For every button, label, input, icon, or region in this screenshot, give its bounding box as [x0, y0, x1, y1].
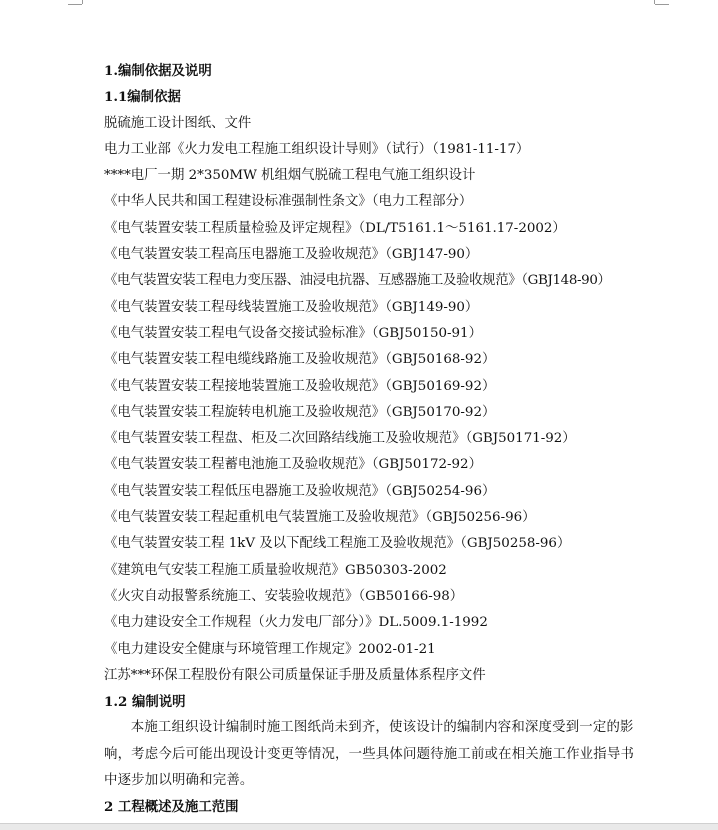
reference-item: 《电气装置安装工程高压电器施工及验收规范》（GBJ147-90）: [104, 247, 479, 263]
margin-corner-mark: [68, 4, 82, 5]
reference-item: 《电气装置安装工程电气设备交接试验标准》（GBJ50150-91）: [104, 325, 482, 341]
heading-2: 2 工程概述及施工范围: [104, 799, 239, 816]
reference-item: 电力工业部《火力发电工程施工组织设计导则》（试行）（1981-11-17）: [104, 141, 530, 157]
reference-item: 《电气装置安装工程质量检验及评定规程》（DL/T5161.1～5161.17-2002）: [104, 220, 566, 236]
reference-item: 《电气装置安装工程盘、柜及二次回路结线施工及验收规范》（GBJ50171-92）: [104, 431, 576, 447]
heading-1: 1.编制依据及说明: [104, 63, 212, 79]
description-paragraph: 本施工组织设计编制时施工图纸尚未到齐，使该设计的编制内容和深度受到一定的影响，考虑今后可能出现设计变更等情况，一些具体问题待施工前或在相关施工作业指导书中逐步加以明确和完善。: [104, 720, 635, 789]
reference-item: 脱硫施工设计图纸、文件: [104, 115, 252, 131]
reference-item: 《电力建设安全工作规程（火力发电厂部分）》DL.5009.1-1992: [104, 615, 488, 631]
reference-item: 《建筑电气安装工程施工质量验收规范》GB50303-2002: [104, 562, 447, 578]
reference-item: 《电气装置安装工程电力变压器、油浸电抗器、互感器施工及验收规范》（GBJ148-90）: [104, 273, 611, 289]
reference-item: ****电厂一期 2*350MW 机组烟气脱硫工程电气施工组织设计: [104, 168, 476, 184]
reference-item: 《电气装置安装工程电缆线路施工及验收规范》（GBJ50168-92）: [104, 352, 496, 368]
margin-corner-mark: [82, 0, 83, 4]
reference-item: 《电气装置安装工程低压电器施工及验收规范》（GBJ50254-96）: [104, 483, 496, 499]
margin-corner-mark: [655, 4, 669, 5]
heading-1-1: 1.1编制依据: [104, 89, 181, 106]
reference-item: 《电气装置安装工程旋转电机施工及验收规范》（GBJ50170-92）: [104, 404, 496, 420]
reference-item: 《电气装置安装工程母线装置施工及验收规范》（GBJ149-90）: [104, 299, 479, 315]
reference-item: 《电气装置安装工程蓄电池施工及验收规范》（GBJ50172-92）: [104, 457, 482, 473]
heading-1-2: 1.2 编制说明: [104, 694, 186, 711]
reference-item: 《电气装置安装工程 1kV 及以下配线工程施工及验收规范》（GBJ50258-96）: [104, 536, 571, 552]
reference-item: 江苏***环保工程股份有限公司质量保证手册及质量体系程序文件: [104, 667, 486, 683]
document-body: [104, 58, 664, 821]
reference-item: 《电气装置安装工程起重机电气装置施工及验收规范》（GBJ50256-96）: [104, 510, 536, 526]
reference-item: 《电力建设安全健康与环境管理工作规定》2002-01-21: [104, 641, 436, 657]
reference-item: 《中华人民共和国工程建设标准强制性条文》（电力工程部分）: [104, 194, 473, 210]
reference-item: 《火灾自动报警系统施工、安装验收规范》（GB50166-98）: [104, 588, 464, 604]
reference-item: 《电气装置安装工程接地装置施工及验收规范》（GBJ50169-92）: [104, 378, 496, 394]
